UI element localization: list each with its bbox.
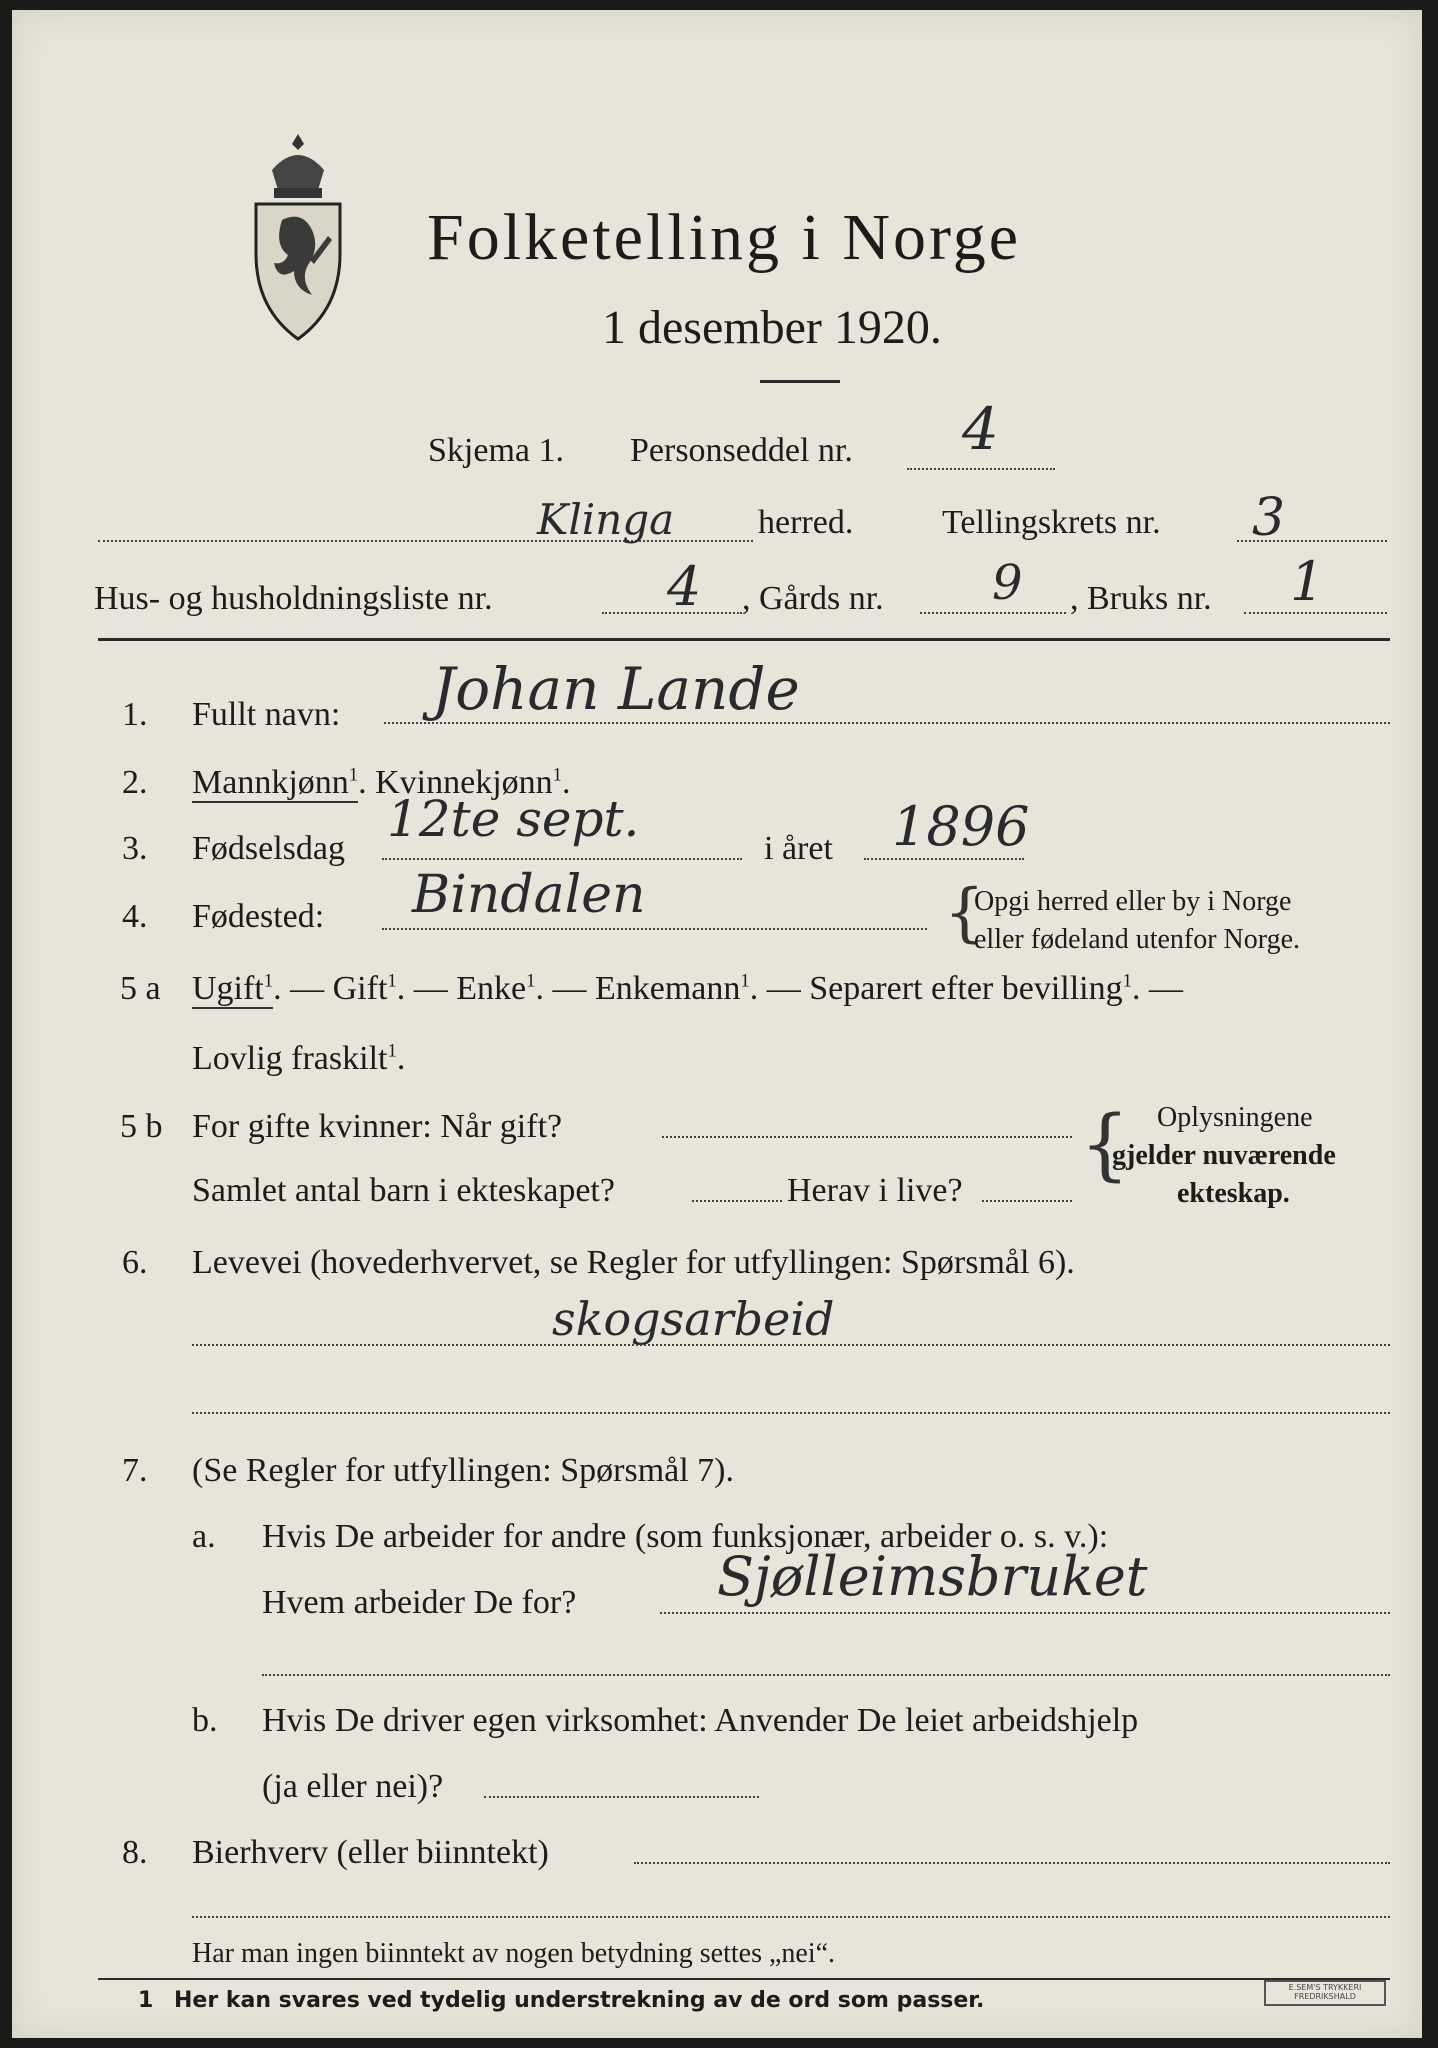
q1-label: Fullt navn: [192, 696, 341, 733]
q4-note-1: Opgi herred eller by i Norge [974, 886, 1292, 917]
q2-male-option[interactable]: Mannkjønn$^1$ [192, 764, 359, 801]
gards-line [920, 612, 1066, 614]
tellingskrets-label: Tellingskrets nr. [942, 504, 1161, 541]
bruks-value[interactable]: 1 [1290, 550, 1325, 613]
schema-label: Skjema 1. [428, 432, 564, 469]
q7b-text: Hvis De driver egen virksomhet: Anvender De leiet arbeidshjelp [262, 1702, 1139, 1739]
q5a-enke-option[interactable]: — Enke$^1$. [413, 970, 544, 1007]
q5b-married-line [662, 1136, 1072, 1138]
printer-stamp: E.SEM'S TRYKKERI FREDRIKSHALD [1264, 1980, 1386, 2006]
footer-note: Har man ingen biinntekt av nogen betydning settes „nei“. [192, 1938, 836, 1969]
q7a-letter: a. [192, 1518, 216, 1555]
footnote-divider [98, 1978, 1390, 1980]
personseddel-line [907, 468, 1055, 470]
census-date: 1 desember 1920. [602, 301, 942, 354]
q1-number: 1. [122, 696, 148, 733]
personseddel-value[interactable]: 4 [962, 395, 999, 463]
q1-value[interactable]: Johan Lande [432, 655, 800, 723]
personseddel-label: Personseddel nr. [630, 432, 853, 469]
q7b-question: (ja eller nei)? [262, 1768, 444, 1805]
q2-female-option[interactable]: Kvinnekjønn$^1$. [375, 764, 571, 801]
q5a-gift-option[interactable]: — Gift$^1$. [290, 970, 406, 1007]
census-form-page [12, 10, 1422, 2038]
q6-label: Levevei (hovederhvervet, se Regler for utfyllingen: Spørsmål 6). [192, 1244, 1075, 1281]
herred-label: herred. [758, 504, 854, 541]
q5a-ugift-option[interactable]: Ugift$^1$ [192, 970, 274, 1007]
footnote-number: 1 [138, 1988, 154, 2013]
q3-label: Fødselsdag [192, 830, 345, 867]
q4-value[interactable]: Bindalen [412, 865, 646, 925]
q5b-label-3: Herav i live? [787, 1172, 963, 1209]
q3-year-line [864, 858, 1024, 860]
q7b-line [484, 1796, 759, 1798]
herred-value[interactable]: Klinga [537, 495, 675, 544]
q6-line-2 [192, 1412, 1390, 1414]
q7a-question: Hvem arbeider De for? [262, 1584, 577, 1621]
q5b-children-line [692, 1200, 782, 1202]
q5b-label-1: For gifte kvinner: Når gift? [192, 1108, 563, 1145]
footnote-text: Her kan svares ved tydelig understrekning av de ord som passer. [174, 1988, 985, 2013]
q3-year-label: i året [764, 830, 833, 867]
q5b-note-2: gjelder nuværende [1112, 1140, 1336, 1171]
q3-number: 3. [122, 830, 148, 867]
q7b-letter: b. [192, 1702, 218, 1739]
bruks-label: , Bruks nr. [1070, 580, 1212, 617]
q5a-fraskilt-option[interactable]: Lovlig fraskilt$^1$. [192, 1040, 406, 1077]
gards-label: , Gårds nr. [742, 580, 884, 617]
q3-day-line [382, 858, 742, 860]
husliste-label: Hus- og husholdningsliste nr. [94, 580, 493, 617]
coat-of-arms-icon [250, 130, 346, 345]
q3-day-value[interactable]: 12te sept. [387, 790, 640, 848]
q5b-brace: { [1080, 1100, 1130, 1190]
tellingskrets-value[interactable]: 3 [1252, 488, 1286, 548]
q4-note-2: eller fødeland utenfor Norge. [974, 924, 1301, 955]
q7a-line-2 [262, 1674, 1390, 1676]
q5b-label-2: Samlet antal barn i ekteskapet? [192, 1172, 615, 1209]
form-title: Folketelling i Norge [427, 201, 1022, 274]
q5a-options: Ugift$^1$. — Gift$^1$. — Enke$^1$. — Enkemann$^1$. — Separert efter bevilling$^1$. — [192, 970, 1183, 1007]
q8-number: 8. [122, 1834, 148, 1871]
q2-number: 2. [122, 764, 148, 801]
q6-line-1 [192, 1344, 1390, 1346]
q8-label: Bierhverv (eller biinntekt) [192, 1834, 549, 1871]
title-divider [760, 380, 840, 383]
q2-options: Mannkjønn$^1$. Kvinnekjønn$^1$. [192, 764, 571, 801]
q5b-alive-line [982, 1200, 1072, 1202]
q6-value[interactable]: skogsarbeid [552, 1292, 835, 1346]
q7-label: (Se Regler for utfyllingen: Spørsmål 7). [192, 1452, 735, 1489]
q4-brace: { [944, 876, 985, 950]
q5a-separert-option[interactable]: — Separert efter bevilling$^1$. [766, 970, 1141, 1007]
q7a-text: Hvis De arbeider for andre (som funksjonær, arbeider o. s. v.): [262, 1518, 1109, 1555]
header-divider [98, 638, 1390, 641]
q5a-enkemann-option[interactable]: — Enkemann$^1$. [552, 970, 759, 1007]
q8-line [634, 1862, 1390, 1864]
q6-number: 6. [122, 1244, 148, 1281]
gards-value[interactable]: 9 [992, 555, 1023, 611]
q7a-value[interactable]: Sjølleimsbruket [717, 1545, 1148, 1608]
q4-line [382, 928, 927, 930]
husliste-value[interactable]: 4 [667, 555, 702, 618]
q5b-note-3: ekteskap. [1177, 1178, 1290, 1209]
q4-number: 4. [122, 898, 148, 935]
q7a-line [660, 1612, 1390, 1614]
q5b-number: 5 b [120, 1108, 163, 1145]
q3-year-value[interactable]: 1896 [892, 795, 1030, 858]
q5a-number: 5 a [120, 970, 161, 1007]
q7-number: 7. [122, 1452, 148, 1489]
q5b-note-1: Oplysningene [1157, 1102, 1313, 1133]
q8-line-2 [192, 1916, 1390, 1918]
q4-label: Fødested: [192, 898, 325, 935]
